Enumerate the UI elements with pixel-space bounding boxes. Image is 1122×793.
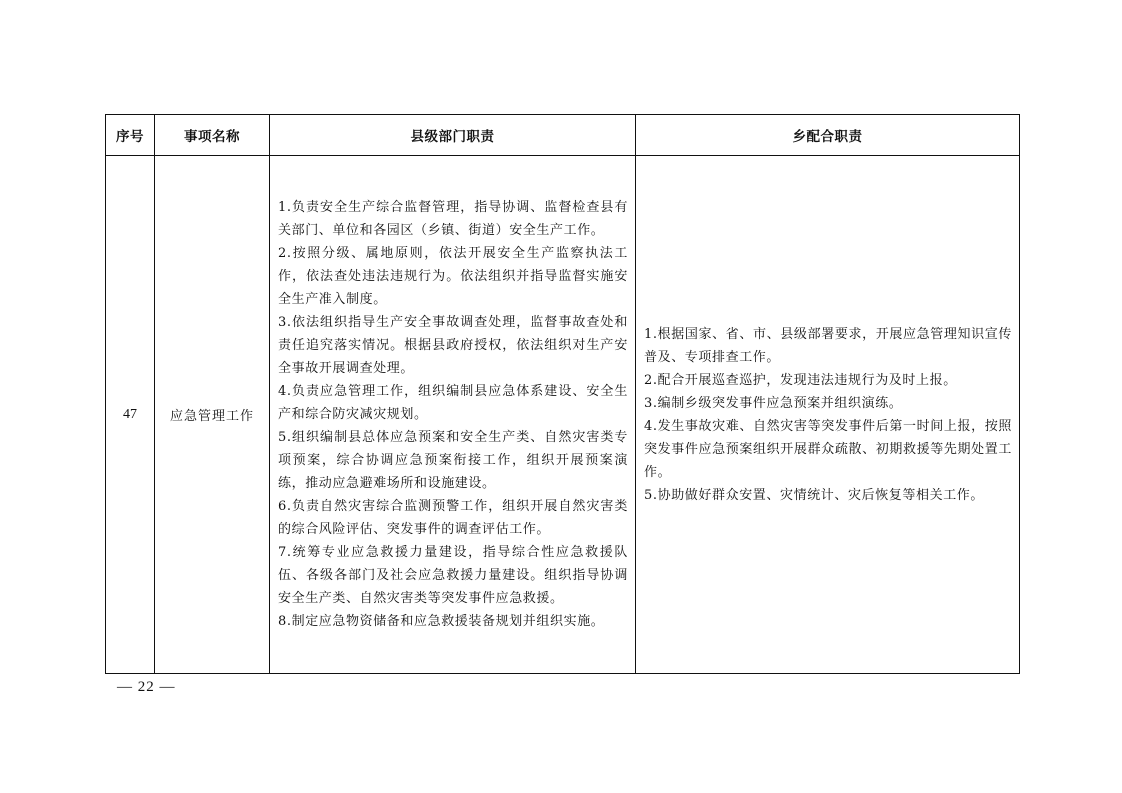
county-duty-item: 5.组织编制县总体应急预案和安全生产类、自然灾害类专项预案，综合协调应急预案衔接工作，组织开展预案演练，推动应急避难场所和设施建设。: [278, 430, 628, 491]
row-seq: 47: [106, 156, 155, 674]
township-duty-item: 3.编制乡级突发事件应急预案并组织演练。: [644, 395, 903, 411]
county-duty-item: 4.负责应急管理工作，组织编制县应急体系建设、安全生产和综合防灾减灾规划。: [278, 384, 628, 422]
county-duty-item: 2.按照分级、属地原则，依法开展安全生产监察执法工作，依法查处违法违规行为。依法组织并指导监督实施安全生产准入制度。: [278, 246, 628, 307]
township-duty-item: 1.根据国家、省、市、县级部署要求，开展应急管理知识宣传普及、专项排查工作。: [644, 326, 1012, 365]
header-item-name: 事项名称: [155, 115, 270, 156]
township-duty-item: 2.配合开展巡查巡护，发现违法违规行为及时上报。: [644, 372, 957, 388]
county-duty-item: 7.统筹专业应急救援力量建设，指导综合性应急救援队伍、各级各部门及社会应急救援力量建设。组织指导协调安全生产类、自然灾害类等突发事件应急救援。: [278, 545, 628, 606]
county-duties-cell: [270, 156, 636, 674]
township-duty-item: 4.发生事故灾难、自然灾害等突发事件后第一时间上报，按照突发事件应急预案组织开展群众疏散、初期救援等先期处置工作。: [644, 418, 1012, 480]
header-county-duties: 县级部门职责: [270, 115, 636, 156]
page-number: — 22 —: [117, 679, 176, 695]
header-seq: 序号: [106, 115, 155, 156]
township-duty-item: 5.协助做好群众安置、灾情统计、灾后恢复等相关工作。: [644, 487, 985, 503]
duty-table: [105, 114, 1020, 674]
header-row: [106, 115, 1020, 156]
township-duties-list: [644, 323, 1012, 507]
county-duty-item: 1.负责安全生产综合监督管理，指导协调、监督检查县有关部门、单位和各园区（乡镇、街道）安全生产工作。: [278, 200, 628, 238]
township-duties-cell: [636, 156, 1020, 674]
county-duty-item: 3.依法组织指导生产安全事故调查处理，监督事故查处和责任追究落实情况。根据县政府授权，依法组织对生产安全事故开展调查处理。: [278, 315, 628, 376]
county-duties-list: [278, 196, 628, 633]
row-item-name: 应急管理工作: [155, 156, 270, 674]
county-duty-item: 6.负责自然灾害综合监测预警工作，组织开展自然灾害类的综合风险评估、突发事件的调查评估工作。: [278, 499, 628, 537]
table-row: [106, 156, 1020, 674]
header-township-duties: 乡配合职责: [636, 115, 1020, 156]
county-duty-item: 8.制定应急物资储备和应急救援装备规划并组织实施。: [278, 614, 605, 629]
